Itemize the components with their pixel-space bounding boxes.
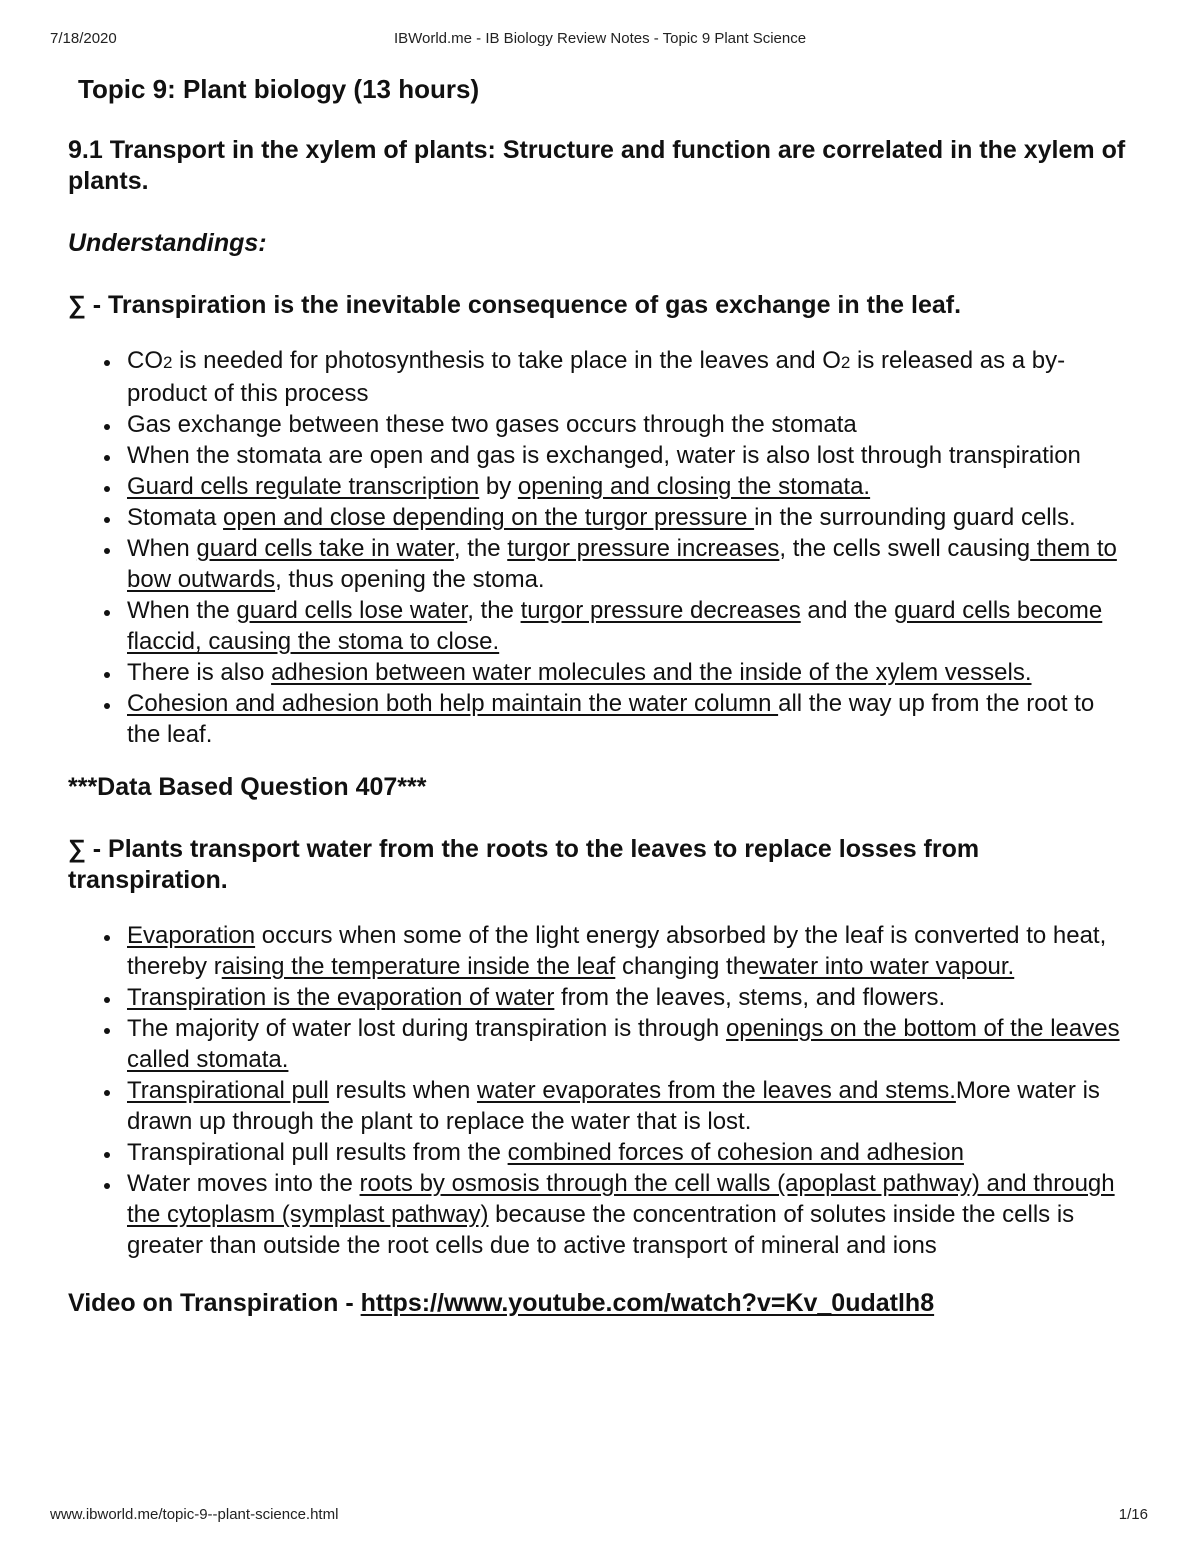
list-item: There is also adhesion between water molecules and the inside of the xylem vessels.: [127, 657, 1134, 688]
video-label: Video on Transpiration -: [68, 1289, 361, 1317]
list-item: Transpirational pull results when water evaporates from the leaves and stems.More water is drawn up through the plant to replace the water that is lost.: [127, 1075, 1134, 1137]
list-item: CO2 is needed for photosynthesis to take place in the leaves and O2 is released as a by-product of this process: [127, 345, 1134, 409]
list-item: Transpirational pull results from the combined forces of cohesion and adhesion: [127, 1137, 1134, 1168]
understandings-heading: Understandings:: [68, 229, 267, 257]
list-item: When the guard cells lose water, the turgor pressure decreases and the guard cells become flaccid, causing the stoma to close.: [127, 595, 1134, 657]
topic-title: Topic 9: Plant biology (13 hours): [78, 74, 480, 104]
list-item: When guard cells take in water, the turgor pressure increases, the cells swell causing them to bow outwards, thus opening the stoma.: [127, 533, 1134, 595]
understanding-heading-transpiration: ∑ - Transpiration is the inevitable consequence of gas exchange in the leaf.: [68, 291, 962, 319]
list-item: When the stomata are open and gas is exchanged, water is also lost through transpiration: [127, 440, 1134, 471]
list-item: Guard cells regulate transcription by opening and closing the stomata.: [127, 471, 1134, 502]
print-url: www.ibworld.me/topic-9--plant-science.html: [50, 1506, 339, 1523]
print-title: IBWorld.me - IB Biology Review Notes - Topic 9 Plant Science: [393, 30, 807, 47]
bullet-list-gas-exchange: [68, 345, 1134, 750]
understanding-heading-water-transport: ∑ - Plants transport water from the roots to the leaves to replace losses from transpiration.: [68, 835, 980, 894]
section-title: 9.1 Transport in the xylem of plants: Structure and function are correlated in the xylem of plants.: [68, 136, 1126, 195]
list-item: Gas exchange between these two gases occurs through the stomata: [127, 409, 1134, 440]
document-body: [68, 66, 1134, 1319]
list-item: The majority of water lost during transpiration is through openings on the bottom of the leaves called stomata.: [127, 1013, 1134, 1075]
page-number: 1/16: [1118, 1506, 1148, 1523]
video-link[interactable]: https://www.youtube.com/watch?v=Kv_0udatlh8: [360, 1289, 935, 1317]
list-item: Stomata open and close depending on the turgor pressure in the surrounding guard cells.: [127, 502, 1134, 533]
list-item: Water moves into the roots by osmosis through the cell walls (apoplast pathway) and through the cytoplasm (symplast pathway) because the concentration of solutes inside the cells is greater than outside the root cells due to active transport of mineral and ions: [127, 1168, 1134, 1261]
print-date: 7/18/2020: [50, 30, 117, 47]
list-item: Evaporation occurs when some of the light energy absorbed by the leaf is converted to heat, thereby raising the temperature inside the leaf changing thewater into water vapour.: [127, 920, 1134, 982]
video-line: [68, 1288, 1134, 1319]
list-item: Cohesion and adhesion both help maintain the water column all the way up from the root to the leaf.: [127, 688, 1134, 750]
list-item: Transpiration is the evaporation of water from the leaves, stems, and flowers.: [127, 982, 1134, 1013]
data-based-question: ***Data Based Question 407***: [68, 773, 427, 801]
bullet-list-water-transport: [68, 920, 1134, 1261]
